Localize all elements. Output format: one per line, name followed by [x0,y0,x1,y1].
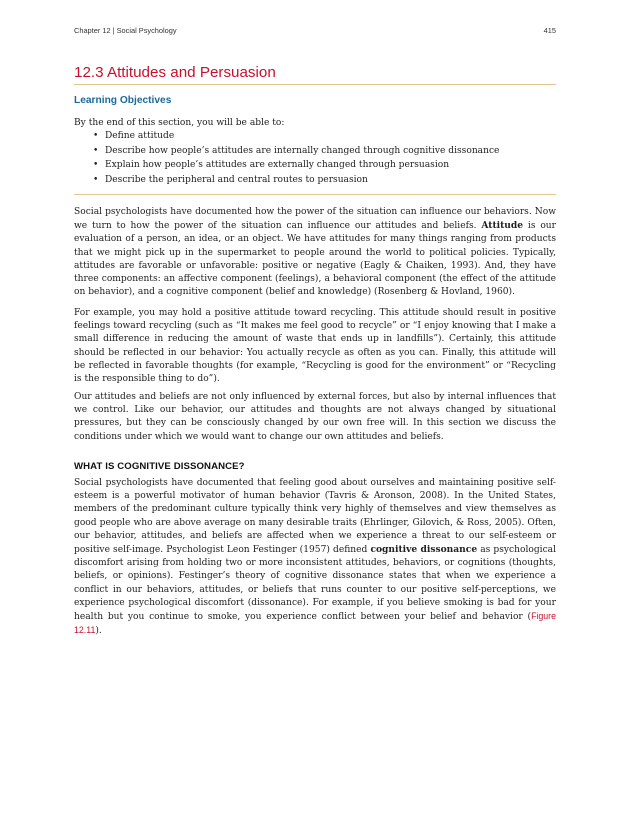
paragraph-text: is our evaluation of a person, an idea, or an object. We have attitudes for many things ranging from products that we might pick up in the supermarket to people around the world to political policies. Typically, attitudes are favorable or unfavorable: positive or negative (Eagly & Chaiken, 1993). And, they have three components: an affective component (feelings), a behavioral component (the effect of the attitude on behavior), and a cognitive component (belief and knowledge) (Rosenberg & Hovland, 1960). [74,221,556,298]
chapter-label: Chapter 12 | Social Psychology [74,26,177,35]
learning-objectives-divider [74,194,556,195]
paragraph-text: Social psychologists have documented how the power of the situation can influence our behaviors. Now we turn to how the power of the situation can influence our attitudes and beliefs. [74,207,556,232]
section-title: 12.3 Attitudes and Persuasion [74,64,276,81]
learning-objectives-intro: By the end of this section, you will be able to: [74,118,285,128]
list-item-text: Describe the peripheral and central routes to persuasion [105,174,368,185]
paragraph-text: Social psychologists have documented that feeling good about ourselves and maintaining positive self-esteem is a powerful motivator of human behavior (Tavris & Aronson, 2008). In the United States, members of the predominant culture typically think very highly of themselves and view themselves as good people who are above average on many desirable traits (Ehrlinger, Gilovich, & Ross, 2005). Often, our behavior, attitudes, and beliefs are affected when we experience a threat to our self-esteem or positive self-image. Psychologist Leon Festinger (1957) defined [74,478,556,556]
page-number: 415 [543,26,556,35]
list-item [93,173,499,188]
learning-objectives-list [93,129,499,187]
paragraph-text: ). [95,626,102,637]
paragraph-internal-influences: Our attitudes and beliefs are not only influenced by external forces, but also by internal influences that we control. Like our behavior, our attitudes and thoughts are not always changed by situational pressures, but they can be consciously changed by our own free will. In this section we discuss the conditions under which we would want to change our own attitudes and beliefs. [74,392,556,442]
paragraph-recycling-example: For example, you may hold a positive attitude toward recycling. This attitude should result in positive feelings toward recycling (such as “It makes me feel good to recycle” or “I enjoy knowing that I make a small difference in reducing the amount of waste that ends up in landfills”). Certainly, this attitude should be reflected in our behavior: You actually recycle as often as you can. Finally, this attitude will be reflected in favorable thoughts (for example, “Recycling is good for the environment” or “Recycling is the responsible thing to do”). [74,308,556,385]
bullet-icon: • [93,160,99,170]
subsection-heading: WHAT IS COGNITIVE DISSONANCE? [74,461,245,472]
bullet-icon: • [93,174,99,185]
bullet-icon: • [93,131,99,141]
key-term-attitude: Attitude [481,220,524,232]
list-item [93,158,499,173]
figure-link[interactable]: Figure 12.11 [74,611,556,636]
paragraph-cognitive-dissonance [74,477,556,638]
list-item [93,129,499,144]
paragraph-text: as psychological discomfort arising from holding two or more inconsistent attitudes, behaviors, or cognitions (thoughts, beliefs, or opinions). Festinger’s theory of cognitive dissonance states that when we experience a conflict in our behaviors, attitudes, or beliefs that runs counter to our positive self-perceptions, we experience psychological discomfort (dissonance). For example, if you believe smoking is bad for your health but you continue to smoke, you experience conflict between your belief and behavior ( [74,545,556,623]
paragraph-attitude-definition [74,206,556,299]
key-term-cognitive-dissonance: cognitive dissonance [370,544,478,556]
list-item-text: Explain how people’s attitudes are externally changed through persuasion [105,160,450,170]
learning-objectives-heading: Learning Objectives [74,95,172,106]
title-divider [74,84,556,85]
list-item-text: Define attitude [105,131,175,141]
list-item-text: Describe how people’s attitudes are internally changed through cognitive dissonance [105,145,500,156]
bullet-icon: • [93,145,99,156]
list-item [93,144,499,159]
